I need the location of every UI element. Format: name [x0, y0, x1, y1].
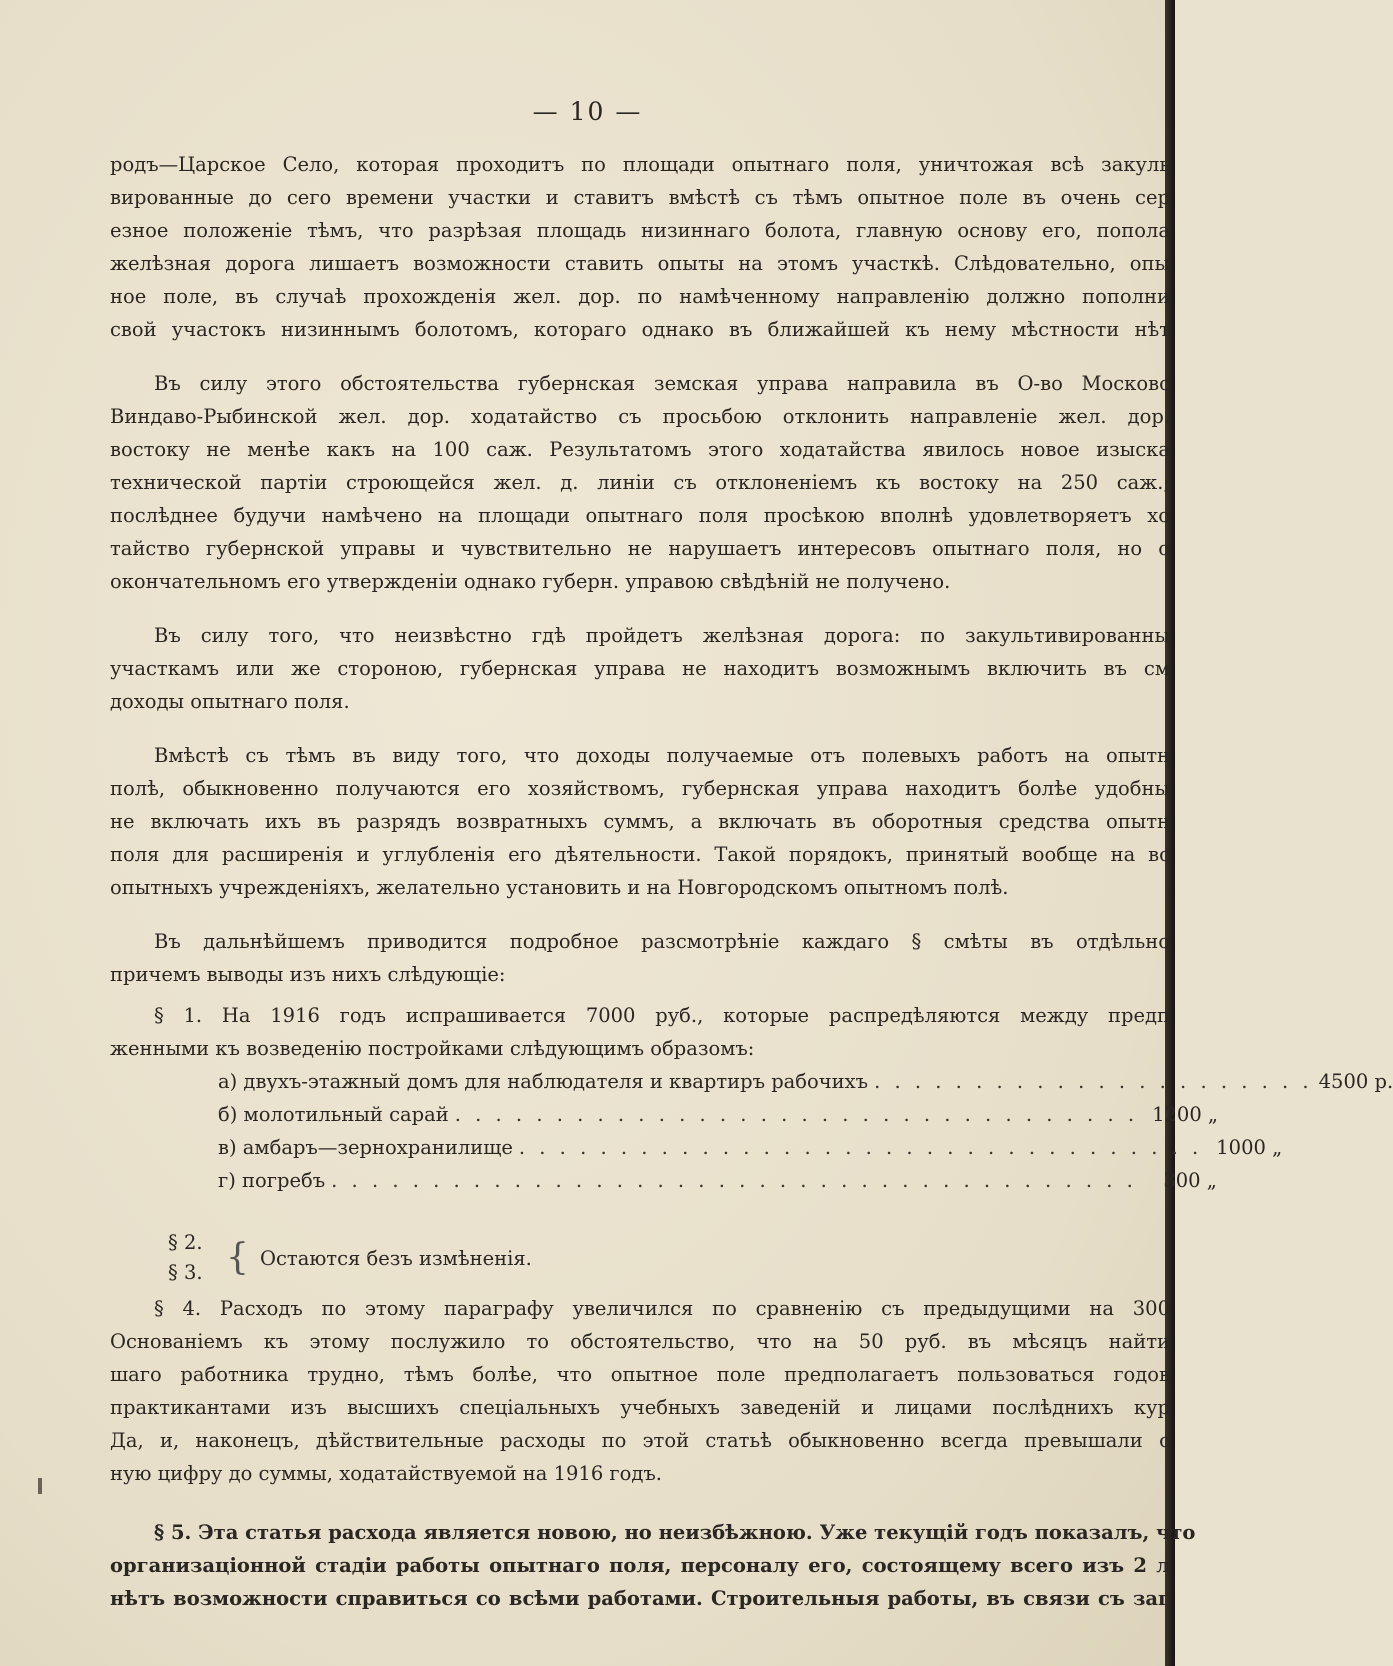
text-line: желѣзная дорога лишаетъ возможности ставить опыты на этомъ участкѣ. Слѣдовательно, опы: [110, 252, 1170, 275]
margin-mark: [38, 1478, 42, 1494]
cost-item-amount: 1000 „: [1216, 1136, 1283, 1159]
text-line: поля для расширенія и углубленія его дѣятельности. Такой порядокъ, принятый вообще на вс: [110, 843, 1170, 866]
cost-item: [218, 1169, 1217, 1202]
paragraph-5: [110, 1516, 1196, 1615]
cost-item: [218, 1103, 1219, 1136]
text-line: нѣтъ возможности справиться со всѣми работами. Строительныя работы, въ связи съ заг: [110, 1587, 1170, 1610]
text-line: свой участокъ низиннымъ болотомъ, котораго однако въ ближайшей къ нему мѣстности нѣт: [110, 318, 1170, 341]
sections-2-3: [168, 1228, 532, 1288]
leader-dots: . . . . . . . . . . . . . . . . . . . . . . . . . . . . . . . . . . . . . . . .: [331, 1169, 1137, 1192]
text-line: окончательномъ его утвержденіи однако губерн. управою свѣдѣній не получено.: [110, 570, 951, 593]
text-line: Въ силу того, что неизвѣстно гдѣ пройдетъ желѣзная дорога: по закультивированны: [154, 624, 1170, 647]
text-line: организаціонной стадіи работы опытнаго поля, персоналу его, состоящему всего изъ 2 л: [110, 1554, 1170, 1577]
text-line: доходы опытнаго поля.: [110, 690, 350, 713]
cost-item-amount: 300 „: [1163, 1169, 1217, 1192]
text-line: участкамъ или же стороною, губернская управа не находитъ возможнымъ включить въ см: [110, 657, 1170, 680]
cost-item-label: б) молотильный сарай: [218, 1103, 449, 1126]
text-line: причемъ выводы изъ нихъ слѣдующіе:: [110, 963, 506, 986]
cost-item-amount: 1200 „: [1152, 1103, 1219, 1126]
text-line: ное поле, въ случаѣ прохожденія жел. дор. по намѣченному направленію должно пополни: [110, 285, 1170, 308]
text-line: востоку не менѣе какъ на 100 саж. Результатомъ этого ходатайства явилось новое изыска: [110, 438, 1170, 461]
leader-dots: . . . . . . . . . . . . . . . . . . . . . .: [874, 1070, 1313, 1093]
text-line: § 5. Эта статья расхода является новою, но неизбѣжною. Уже текущій годъ показалъ, что: [154, 1521, 1196, 1544]
text-line: езное положеніе тѣмъ, что разрѣзая площадь низиннаго болота, главную основу его, попола: [110, 219, 1170, 242]
text-line: Основаніемъ къ этому послужило то обстоятельство, что на 50 руб. въ мѣсяцъ найти: [110, 1330, 1170, 1353]
text-line: полѣ, обыкновенно получаются его хозяйствомъ, губернская управа находитъ болѣе удобны: [110, 777, 1170, 800]
text-line: шаго работника трудно, тѣмъ болѣе, что опытное поле предполагаетъ пользоваться годов: [110, 1363, 1170, 1386]
cost-item-label: в) амбаръ—зернохранилище: [218, 1136, 513, 1159]
text-line: технической партіи строющейся жел. д. линіи съ отклоненіемъ къ востоку на 250 саж.;: [110, 471, 1170, 494]
text-line: родъ—Царское Село, которая проходитъ по площади опытнаго поля, уничтожая всѣ закуль: [110, 153, 1170, 176]
text-line: § 1. На 1916 годъ испрашивается 7000 руб., которые распредѣляются между предп: [154, 1004, 1170, 1027]
cost-item-label: г) погребъ: [218, 1169, 326, 1192]
text-line: ную цифру до суммы, ходатайствуемой на 1916 годъ.: [110, 1462, 662, 1485]
leader-dots: . . . . . . . . . . . . . . . . . . . . . . . . . . . . . . . . . .: [454, 1103, 1139, 1126]
cost-item-label: а) двухъ-этажный домъ для наблюдателя и квартиръ рабочихъ: [218, 1070, 869, 1093]
body-text: [110, 148, 1170, 1065]
text-line: Въ дальнѣйшемъ приводится подробное разсмотрѣніе каждаго § смѣты въ отдѣльно: [154, 930, 1170, 953]
sections-2-3-text: Остаются безъ измѣненія.: [260, 1247, 532, 1270]
cost-item-amount: 4500 р.: [1318, 1070, 1393, 1093]
section-3-label: § 3.: [168, 1261, 203, 1284]
text-line: Вмѣстѣ съ тѣмъ въ виду того, что доходы получаемые отъ полевыхъ работъ на опытн: [154, 744, 1170, 767]
text-line: женными къ возведенію постройками слѣдующимъ образомъ:: [110, 1037, 755, 1060]
cost-item: [218, 1070, 1393, 1103]
text-line: Да, и, наконецъ, дѣйствительные расходы по этой статьѣ обыкновенно всегда превышали с: [110, 1429, 1170, 1452]
text-line: Въ силу этого обстоятельства губернская земская управа направила въ О-во Московс: [154, 372, 1170, 395]
paragraph-4: [110, 1292, 1170, 1490]
text-line: вированные до сего времени участки и ставитъ вмѣстѣ съ тѣмъ опытное поле въ очень сер: [110, 186, 1170, 209]
section-2-label: § 2.: [168, 1231, 203, 1254]
text-line: не включать ихъ въ разрядъ возвратныхъ суммъ, а включать въ оборотныя средства опытн: [110, 810, 1170, 833]
text-line: практикантами изъ высшихъ спеціальныхъ учебныхъ заведеній и лицами послѣднихъ кур: [110, 1396, 1170, 1419]
text-line: послѣднее будучи намѣчено на площади опытнаго поля просѣкою вполнѣ удовлетворяетъ хо: [110, 504, 1170, 527]
text-line: опытныхъ учрежденіяхъ, желательно установить и на Новгородскомъ опытномъ полѣ.: [110, 876, 1009, 899]
leader-dots: . . . . . . . . . . . . . . . . . . . . . . . . . . . . . . . . . .: [518, 1136, 1203, 1159]
text-line: § 4. Расходъ по этому параграфу увеличился по сравненію съ предыдущими на 300: [154, 1297, 1170, 1320]
page-number: — 10 —: [532, 97, 643, 126]
text-line: Виндаво-Рыбинской жел. дор. ходатайство съ просьбою отклонить направленіе жел. дор.: [110, 405, 1170, 428]
brace-mark: {: [226, 1237, 249, 1278]
cost-item: [218, 1136, 1283, 1169]
cost-items-list: [218, 1070, 1393, 1202]
text-line: тайство губернской управы и чувствительно не нарушаетъ интересовъ опытнаго поля, но о: [110, 537, 1170, 560]
